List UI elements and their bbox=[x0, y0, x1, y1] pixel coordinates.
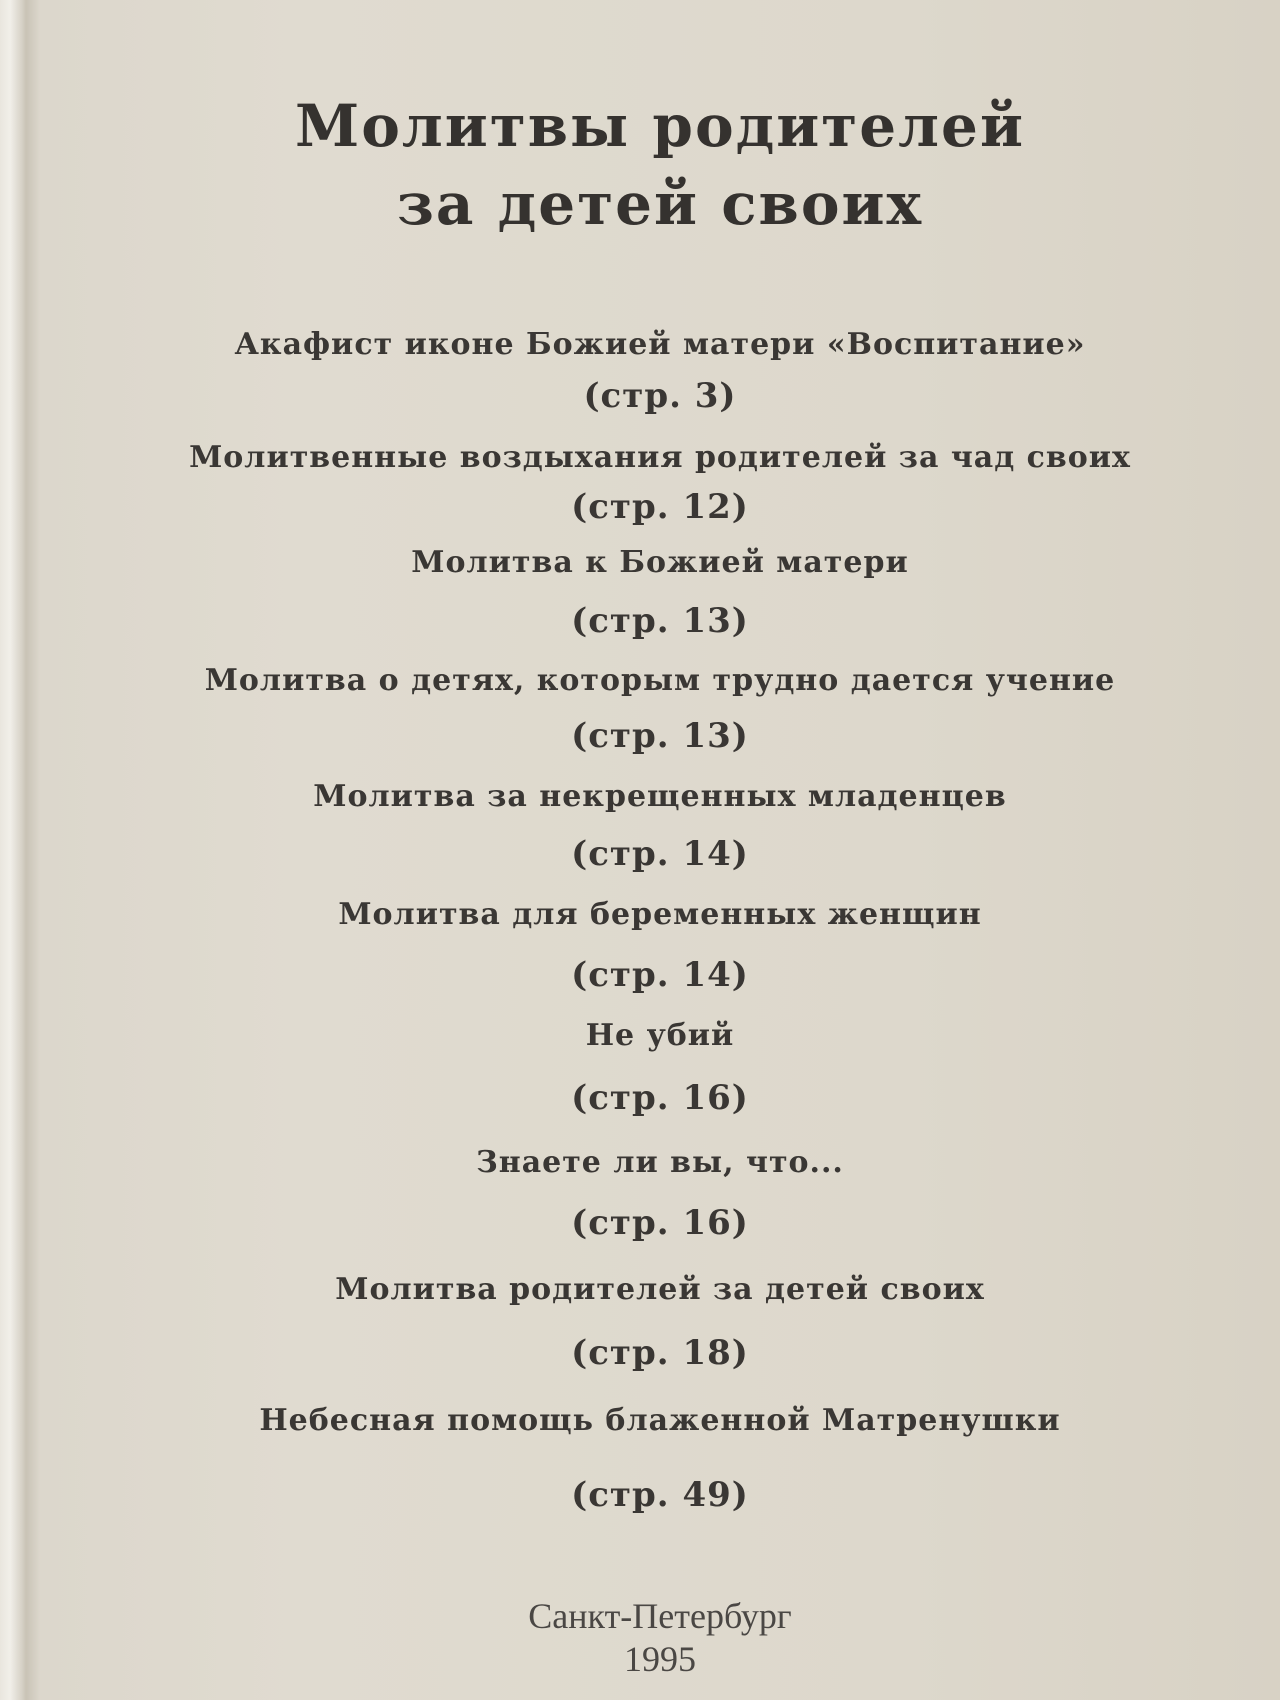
publication-year: 1995 bbox=[624, 1639, 696, 1679]
toc-entry-page: (стр. 16) bbox=[571, 1203, 749, 1243]
toc-entry-page: (стр. 14) bbox=[571, 834, 749, 874]
toc-entry-title: Молитва к Божией матери bbox=[411, 545, 909, 580]
toc-entry-page: (стр. 14) bbox=[571, 955, 749, 995]
toc-entry-title: Акафист иконе Божией матери «Воспитание» bbox=[234, 327, 1086, 362]
toc-entry-page: (стр. 12) bbox=[571, 487, 749, 527]
toc-entry-title: Молитва родителей за детей своих bbox=[335, 1272, 985, 1307]
page-title-line-1: Молитвы родителей bbox=[295, 92, 1025, 160]
toc-entry-title: Молитва о детях, которым трудно дается учение bbox=[204, 663, 1116, 698]
toc-entry-page: (стр. 3) bbox=[583, 376, 737, 416]
toc-entry-title: Молитва для беременных женщин bbox=[338, 897, 982, 932]
toc-entry-page: (стр. 13) bbox=[571, 716, 749, 756]
toc-entry-page: (стр. 16) bbox=[571, 1078, 749, 1118]
toc-entry-title: Молитвенные воздыхания родителей за чад своих bbox=[189, 440, 1131, 475]
toc-entry-page: (стр. 18) bbox=[571, 1333, 749, 1373]
toc-entry-title: Не убий bbox=[585, 1018, 735, 1053]
toc-entry-page: (стр. 13) bbox=[571, 601, 749, 641]
page-title-line-2: за детей своих bbox=[396, 170, 924, 238]
toc-entry-title: Молитва за некрещенных младенцев bbox=[313, 779, 1007, 814]
publisher-city: Санкт-Петербург bbox=[528, 1596, 792, 1636]
toc-entry-title: Небесная помощь блаженной Матренушки bbox=[259, 1403, 1061, 1438]
toc-entry-page: (стр. 49) bbox=[571, 1475, 749, 1515]
toc-entry-title: Знаете ли вы, что... bbox=[476, 1145, 844, 1180]
